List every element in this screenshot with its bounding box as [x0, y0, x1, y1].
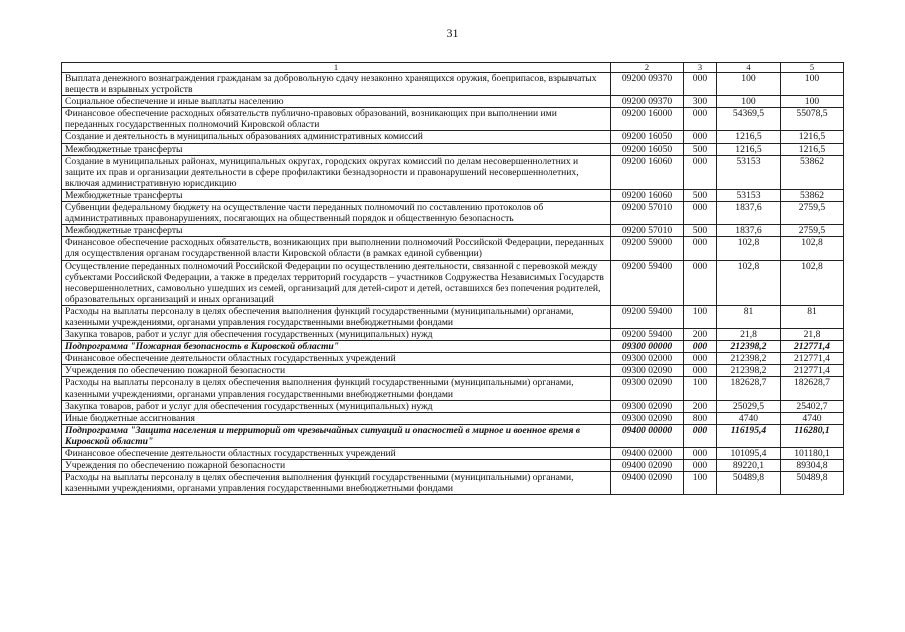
row-name: Создание в муниципальных районах, муниципальных округах, городских округах комиссий по делам несовершеннолетних и защите их прав и организации деятельности в сфере профилактики безнадзорности и правонарушений несовершеннолетних, включая административную юрисдикцию: [62, 155, 611, 189]
row-name: Иные бюджетные ассигнования: [62, 412, 611, 424]
row-expense-type: 000: [684, 424, 717, 447]
table-row: [62, 108, 844, 131]
row-amount-year-2: 25402,7: [781, 400, 844, 412]
table-row: [62, 400, 844, 412]
header-col-2: 2: [611, 63, 684, 73]
row-amount-year-2: 1216,5: [781, 131, 844, 143]
table-row: [62, 96, 844, 108]
row-amount-year-2: 50489,8: [781, 472, 844, 495]
row-amount-year-1: 212398,2: [717, 365, 781, 377]
row-amount-year-1: 182628,7: [717, 377, 781, 400]
row-amount-year-1: 1837,6: [717, 225, 781, 237]
table-row: [62, 460, 844, 472]
row-target-code: 09200 16050: [611, 143, 684, 155]
row-target-code: 09200 57010: [611, 225, 684, 237]
row-amount-year-2: 1216,5: [781, 143, 844, 155]
row-amount-year-1: 53153: [717, 189, 781, 201]
row-amount-year-2: 100: [781, 96, 844, 108]
table-row: [62, 189, 844, 201]
table-row: [62, 202, 844, 225]
row-amount-year-1: 100: [717, 73, 781, 96]
row-amount-year-1: 101095,4: [717, 448, 781, 460]
row-name: Межбюджетные трансферты: [62, 225, 611, 237]
table-row: [62, 412, 844, 424]
row-amount-year-1: 116195,4: [717, 424, 781, 447]
row-name: Закупка товаров, работ и услуг для обеспечения государственных (муниципальных) нужд: [62, 329, 611, 341]
row-amount-year-1: 25029,5: [717, 400, 781, 412]
row-name: Финансовое обеспечение расходных обязательств, возникающих при выполнении полномочий Российской Федерации, переданных для осуществления органам государственной власти Кировской области (в рамках единой субвенции): [62, 237, 611, 260]
row-target-code: 09400 02090: [611, 460, 684, 472]
table-row: [62, 329, 844, 341]
row-target-code: 09300 02090: [611, 377, 684, 400]
row-name: Выплата денежного вознаграждения гражданам за добровольную сдачу незаконно хранящихся оружия, боеприпасов, взрывчатых веществ и взрывных устройств: [62, 73, 611, 96]
row-amount-year-1: 4740: [717, 412, 781, 424]
row-amount-year-1: 1216,5: [717, 143, 781, 155]
table-row: [62, 73, 844, 96]
table-row: [62, 353, 844, 365]
row-amount-year-2: 21,8: [781, 329, 844, 341]
table-row: [62, 305, 844, 328]
row-amount-year-2: 53862: [781, 155, 844, 189]
row-amount-year-2: 212771,4: [781, 353, 844, 365]
row-expense-type: 100: [684, 377, 717, 400]
row-amount-year-1: 1216,5: [717, 131, 781, 143]
row-amount-year-2: 2759,5: [781, 202, 844, 225]
row-target-code: 09200 16060: [611, 155, 684, 189]
row-amount-year-2: 116280,1: [781, 424, 844, 447]
row-target-code: 09300 02090: [611, 412, 684, 424]
row-name: Учреждения по обеспечению пожарной безопасности: [62, 365, 611, 377]
row-expense-type: 000: [684, 155, 717, 189]
subprogram-row: [62, 341, 844, 353]
row-name: Подпрограмма "Пожарная безопасность в Кировской области": [62, 341, 611, 353]
row-amount-year-1: 1837,6: [717, 202, 781, 225]
row-name: Подпрограмма "Защита населения и территорий от чрезвычайных ситуаций и опасностей в мирное и военное время в Кировской области": [62, 424, 611, 447]
row-expense-type: 000: [684, 341, 717, 353]
row-target-code: 09200 09370: [611, 73, 684, 96]
row-name: Создание и деятельность в муниципальных образованиях административных комиссий: [62, 131, 611, 143]
header-col-5: 5: [781, 63, 844, 73]
row-amount-year-2: 53862: [781, 189, 844, 201]
row-name: Межбюджетные трансферты: [62, 143, 611, 155]
row-target-code: 09300 00000: [611, 341, 684, 353]
row-target-code: 09400 00000: [611, 424, 684, 447]
row-amount-year-2: 81: [781, 305, 844, 328]
row-amount-year-2: 102,8: [781, 260, 844, 305]
row-amount-year-2: 212771,4: [781, 341, 844, 353]
row-expense-type: 000: [684, 202, 717, 225]
header-col-4: 4: [717, 63, 781, 73]
row-expense-type: 000: [684, 353, 717, 365]
table-row: [62, 237, 844, 260]
row-expense-type: 000: [684, 237, 717, 260]
row-expense-type: 500: [684, 189, 717, 201]
row-target-code: 09200 59400: [611, 260, 684, 305]
row-amount-year-2: 100: [781, 73, 844, 96]
row-expense-type: 200: [684, 400, 717, 412]
row-expense-type: 000: [684, 73, 717, 96]
row-amount-year-2: 212771,4: [781, 365, 844, 377]
row-target-code: 09200 59000: [611, 237, 684, 260]
row-name: Субвенции федеральному бюджету на осуществление части переданных полномочий по составлению протоколов об административных правонарушениях, посягающих на общественный порядок и общественную безопасность: [62, 202, 611, 225]
row-target-code: 09200 59400: [611, 329, 684, 341]
row-amount-year-1: 54369,5: [717, 108, 781, 131]
row-target-code: 09400 02000: [611, 448, 684, 460]
table-row: [62, 131, 844, 143]
row-expense-type: 000: [684, 108, 717, 131]
row-expense-type: 800: [684, 412, 717, 424]
table-row: [62, 448, 844, 460]
table-row: [62, 377, 844, 400]
row-name: Социальное обеспечение и иные выплаты населению: [62, 96, 611, 108]
table-row: [62, 225, 844, 237]
table-row: [62, 472, 844, 495]
row-expense-type: 000: [684, 131, 717, 143]
header-col-3: 3: [684, 63, 717, 73]
row-target-code: 09200 16060: [611, 189, 684, 201]
row-expense-type: 000: [684, 365, 717, 377]
row-target-code: 09300 02090: [611, 365, 684, 377]
row-expense-type: 200: [684, 329, 717, 341]
row-amount-year-2: 182628,7: [781, 377, 844, 400]
row-amount-year-1: 53153: [717, 155, 781, 189]
subprogram-row: [62, 424, 844, 447]
row-expense-type: 500: [684, 143, 717, 155]
row-amount-year-1: 89220,1: [717, 460, 781, 472]
row-amount-year-1: 212398,2: [717, 353, 781, 365]
row-amount-year-2: 102,8: [781, 237, 844, 260]
row-name: Расходы на выплаты персоналу в целях обеспечения выполнения функций государственными (муниципальными) органами, казенными учреждениями, органами управления государственными внебюджетными фондами: [62, 377, 611, 400]
row-expense-type: 500: [684, 225, 717, 237]
table-header-row: [62, 63, 844, 73]
header-col-1: 1: [62, 63, 611, 73]
row-amount-year-2: 101180,1: [781, 448, 844, 460]
row-amount-year-2: 89304,8: [781, 460, 844, 472]
row-target-code: 09200 16050: [611, 131, 684, 143]
row-amount-year-1: 21,8: [717, 329, 781, 341]
row-name: Финансовое обеспечение расходных обязательств публично-правовых образований, возникающих при выполнении ими переданных государственных полномочий Кировской области: [62, 108, 611, 131]
row-name: Расходы на выплаты персоналу в целях обеспечения выполнения функций государственными (муниципальными) органами, казенными учреждениями, органами управления государственными внебюджетными фондами: [62, 305, 611, 328]
row-amount-year-1: 81: [717, 305, 781, 328]
row-name: Финансовое обеспечение деятельности областных государственных учреждений: [62, 353, 611, 365]
row-target-code: 09400 02090: [611, 472, 684, 495]
table-row: [62, 260, 844, 305]
row-expense-type: 000: [684, 260, 717, 305]
row-name: Финансовое обеспечение деятельности областных государственных учреждений: [62, 448, 611, 460]
row-expense-type: 100: [684, 472, 717, 495]
row-target-code: 09200 16000: [611, 108, 684, 131]
budget-table: [61, 62, 844, 495]
row-name: Учреждения по обеспечению пожарной безопасности: [62, 460, 611, 472]
row-amount-year-2: 2759,5: [781, 225, 844, 237]
row-expense-type: 000: [684, 460, 717, 472]
row-target-code: 09300 02090: [611, 400, 684, 412]
row-amount-year-1: 100: [717, 96, 781, 108]
row-expense-type: 000: [684, 448, 717, 460]
row-name: Расходы на выплаты персоналу в целях обеспечения выполнения функций государственными (муниципальными) органами, казенными учреждениями, органами управления государственными внебюджетными фондами: [62, 472, 611, 495]
row-name: Осуществление переданных полномочий Российской Федерации по осуществлению деятельности, связанной с перевозкой между субъектами Российской Федерации, а также в пределах территорий государств – участников Содружества Независимых Государств несовершеннолетних, самовольно ушедших из семей, организаций для детей-сирот и детей, оставшихся без попечения родителей, образовательных организаций и иных организаций: [62, 260, 611, 305]
row-target-code: 09200 59400: [611, 305, 684, 328]
row-name: Закупка товаров, работ и услуг для обеспечения государственных (муниципальных) нужд: [62, 400, 611, 412]
table-row: [62, 155, 844, 189]
row-target-code: 09200 09370: [611, 96, 684, 108]
row-amount-year-2: 55078,5: [781, 108, 844, 131]
page-number: 31: [446, 26, 459, 40]
row-amount-year-1: 102,8: [717, 237, 781, 260]
row-amount-year-1: 212398,2: [717, 341, 781, 353]
row-amount-year-1: 102,8: [717, 260, 781, 305]
row-expense-type: 100: [684, 305, 717, 328]
row-expense-type: 300: [684, 96, 717, 108]
row-amount-year-2: 4740: [781, 412, 844, 424]
table-row: [62, 143, 844, 155]
row-target-code: 09300 02000: [611, 353, 684, 365]
table-row: [62, 365, 844, 377]
row-name: Межбюджетные трансферты: [62, 189, 611, 201]
row-target-code: 09200 57010: [611, 202, 684, 225]
row-amount-year-1: 50489,8: [717, 472, 781, 495]
